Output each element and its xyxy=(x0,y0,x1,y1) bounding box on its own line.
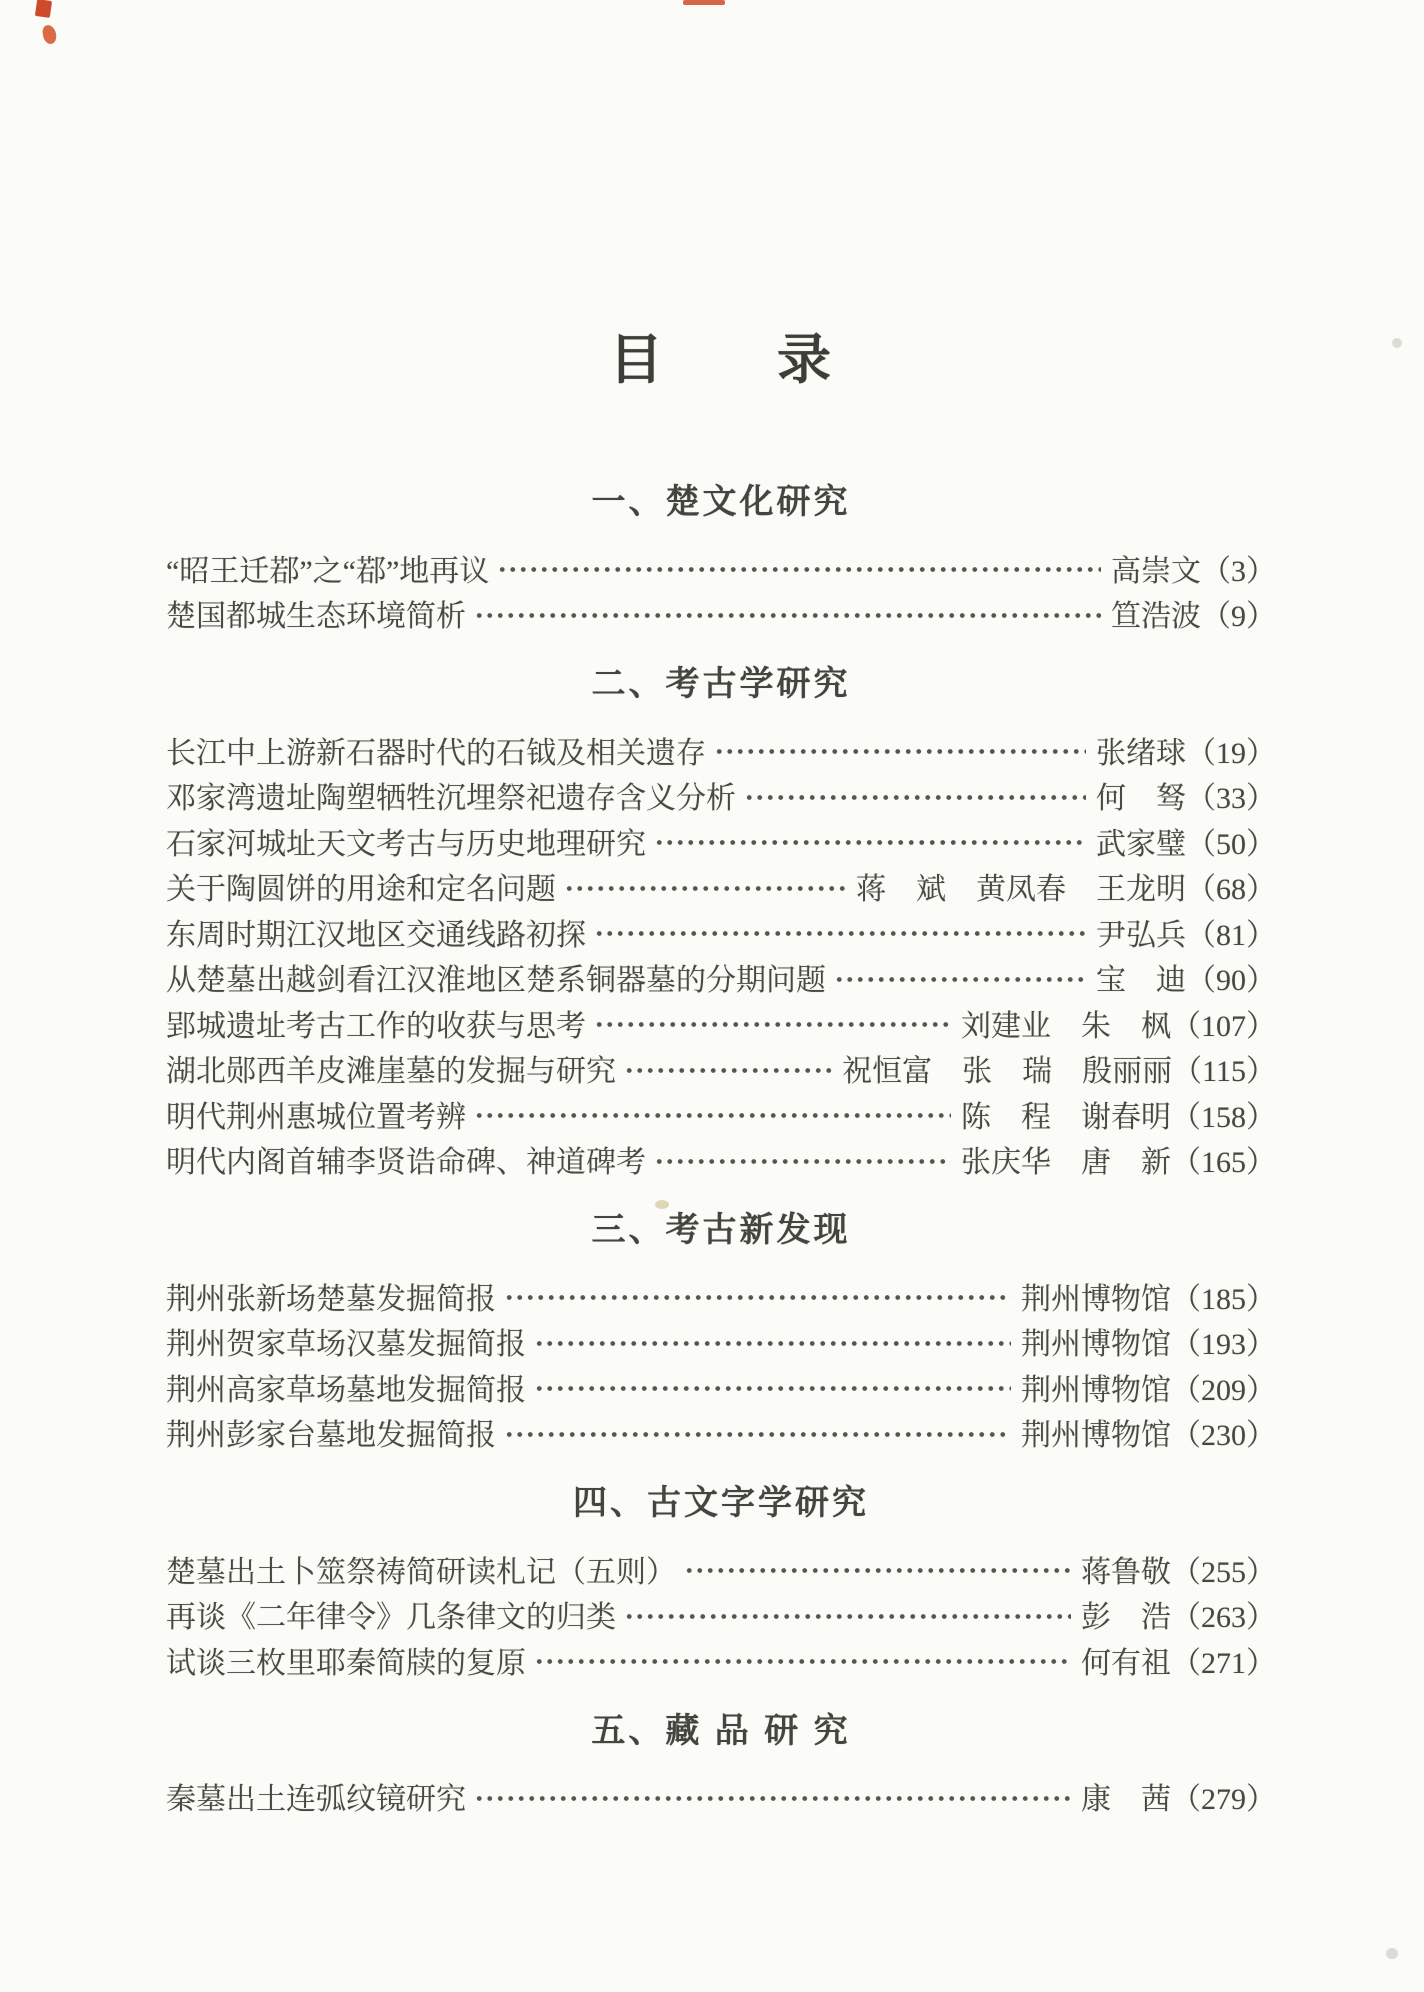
entry-page-number: （3） xyxy=(1201,554,1276,588)
entry-title: 明代荆州惠城位置考辨 xyxy=(166,1100,466,1134)
toc-entry xyxy=(166,1319,1276,1365)
scan-speck-bottomright xyxy=(1386,1948,1398,1959)
entry-authors: 祝恒富 张 瑞 殷丽丽 xyxy=(842,1055,1173,1089)
toc-entry xyxy=(166,1592,1276,1638)
toc-entry xyxy=(166,545,1276,591)
entry-authors: 荆州博物馆 xyxy=(1021,1282,1171,1316)
section-heading-4: 四、古文字学研究 xyxy=(573,1484,869,1522)
entry-page-number: （165） xyxy=(1171,1146,1276,1180)
dot-leader xyxy=(654,1156,951,1167)
toc-entry xyxy=(166,909,1276,955)
entry-page-number: （107） xyxy=(1171,1009,1276,1043)
toc-entry xyxy=(166,818,1276,864)
entry-page-number: （33） xyxy=(1186,782,1276,816)
toc-entry xyxy=(166,1364,1276,1410)
toc-entry xyxy=(166,1637,1276,1683)
entry-authors: 康 茜 xyxy=(1081,1783,1171,1817)
dot-leader xyxy=(497,564,1101,575)
toc-entry xyxy=(166,1137,1276,1183)
entry-page-number: （50） xyxy=(1186,827,1276,861)
entry-title: 明代内阁首辅李贤诰命碑、神道碑考 xyxy=(166,1146,646,1180)
toc-entry xyxy=(166,727,1276,773)
section-heading-3: 三、考古新发现 xyxy=(591,1211,851,1249)
entry-title: 秦墓出土连弧纹镜研究 xyxy=(166,1783,466,1817)
scan-smudge xyxy=(655,1200,669,1209)
entry-title: 湖北郧西羊皮滩崖墓的发掘与研究 xyxy=(166,1055,616,1089)
entry-page-number: （230） xyxy=(1171,1419,1276,1453)
toc-entry xyxy=(166,591,1276,637)
dot-leader xyxy=(714,746,1086,757)
scan-mark-red-topleft xyxy=(35,0,52,18)
toc-entry xyxy=(166,1273,1276,1319)
entry-authors: 高崇文 xyxy=(1111,554,1201,588)
entry-authors: 陈 程 谢春明 xyxy=(961,1100,1171,1134)
dot-leader xyxy=(564,883,846,894)
entry-title: “昭王迁鄀”之“鄀”地再议 xyxy=(166,554,490,588)
toc-entry xyxy=(166,1000,1276,1046)
entry-authors: 何有祖 xyxy=(1081,1646,1171,1680)
section-heading-1: 一、楚文化研究 xyxy=(591,483,851,521)
toc-entry xyxy=(166,1410,1276,1456)
entry-page-number: （209） xyxy=(1171,1373,1276,1407)
toc-entry xyxy=(166,1091,1276,1137)
dot-leader xyxy=(504,1292,1011,1303)
toc-entry xyxy=(166,1546,1276,1592)
entry-page-number: （19） xyxy=(1186,736,1276,770)
entry-page-number: （9） xyxy=(1201,600,1276,634)
dot-leader xyxy=(534,1383,1011,1394)
entry-page-number: （271） xyxy=(1171,1646,1276,1680)
entry-authors: 宝 迪 xyxy=(1096,964,1186,998)
entry-authors: 蒋 斌 黄凤春 王龙明 xyxy=(856,873,1186,907)
dot-leader xyxy=(474,1793,1071,1804)
entry-title: 试谈三枚里耶秦简牍的复原 xyxy=(166,1646,526,1680)
dot-leader xyxy=(474,1110,951,1121)
entry-page-number: （81） xyxy=(1186,918,1276,952)
toc-entry xyxy=(166,773,1276,819)
entry-authors: 笪浩波 xyxy=(1111,600,1201,634)
entry-page-number: （90） xyxy=(1186,964,1276,998)
entry-page-number: （68） xyxy=(1186,873,1276,907)
entry-title: 荆州张新场楚墓发掘简报 xyxy=(166,1282,496,1316)
dot-leader xyxy=(654,837,1086,848)
dot-leader xyxy=(474,610,1101,621)
section-heading-5: 五、藏 品 研 究 xyxy=(591,1711,851,1750)
scan-speck-right xyxy=(1392,338,1402,348)
entry-page-number: （263） xyxy=(1171,1601,1276,1635)
dot-leader xyxy=(744,792,1086,803)
dot-leader xyxy=(534,1656,1071,1667)
entry-authors: 张庆华 唐 新 xyxy=(961,1146,1171,1180)
entry-title: 邓家湾遗址陶塑牺牲沉埋祭祀遗存含义分析 xyxy=(166,782,736,816)
entry-authors: 荆州博物馆 xyxy=(1021,1419,1171,1453)
entry-authors: 荆州博物馆 xyxy=(1021,1328,1171,1362)
entry-title: 楚国都城生态环境简析 xyxy=(166,600,466,634)
page-title: 目 录 xyxy=(609,330,833,390)
entry-authors: 何 驽 xyxy=(1096,782,1186,816)
entry-title: 东周时期江汉地区交通线路初探 xyxy=(166,918,586,952)
entry-title: 荆州贺家草场汉墓发掘简报 xyxy=(166,1328,526,1362)
toc-entry xyxy=(166,955,1276,1001)
scan-mark-red-topcenter xyxy=(683,0,725,5)
entry-page-number: （115） xyxy=(1172,1055,1276,1089)
entry-title: 郢城遗址考古工作的收获与思考 xyxy=(166,1009,586,1043)
dot-leader xyxy=(594,1019,951,1030)
entry-page-number: （193） xyxy=(1171,1328,1276,1362)
entry-authors: 荆州博物馆 xyxy=(1021,1373,1171,1407)
section-heading-2: 二、考古学研究 xyxy=(591,665,851,703)
entry-title: 荆州高家草场墓地发掘简报 xyxy=(166,1373,526,1407)
toc-entry xyxy=(166,1774,1276,1820)
entry-title: 关于陶圆饼的用途和定名问题 xyxy=(166,873,556,907)
dot-leader xyxy=(624,1065,832,1076)
entry-page-number: （255） xyxy=(1171,1555,1276,1589)
entry-authors: 刘建业 朱 枫 xyxy=(961,1009,1171,1043)
entry-authors: 蒋鲁敬 xyxy=(1081,1555,1171,1589)
toc-entry xyxy=(166,864,1276,910)
entry-authors: 武家璧 xyxy=(1096,827,1186,861)
dot-leader xyxy=(834,974,1086,985)
dot-leader xyxy=(504,1429,1011,1440)
dot-leader xyxy=(534,1338,1011,1349)
dot-leader xyxy=(624,1611,1071,1622)
entry-page-number: （279） xyxy=(1171,1783,1276,1817)
entry-authors: 尹弘兵 xyxy=(1096,918,1186,952)
entry-title: 再谈《二年律令》几条律文的归类 xyxy=(166,1601,616,1635)
entry-page-number: （185） xyxy=(1171,1282,1276,1316)
entry-page-number: （158） xyxy=(1171,1100,1276,1134)
toc-entry xyxy=(166,1046,1276,1092)
entry-title: 楚墓出土卜筮祭祷简研读札记（五则） xyxy=(166,1555,676,1589)
entry-title: 从楚墓出越剑看江汉淮地区楚系铜器墓的分期问题 xyxy=(166,964,826,998)
entry-title: 长江中上游新石器时代的石钺及相关遗存 xyxy=(166,736,706,770)
dot-leader xyxy=(684,1565,1071,1576)
entry-authors: 彭 浩 xyxy=(1081,1601,1171,1635)
entry-authors: 张绪球 xyxy=(1096,736,1186,770)
dot-leader xyxy=(594,928,1086,939)
entry-title: 石家河城址天文考古与历史地理研究 xyxy=(166,827,646,861)
entry-title: 荆州彭家台墓地发掘简报 xyxy=(166,1419,496,1453)
